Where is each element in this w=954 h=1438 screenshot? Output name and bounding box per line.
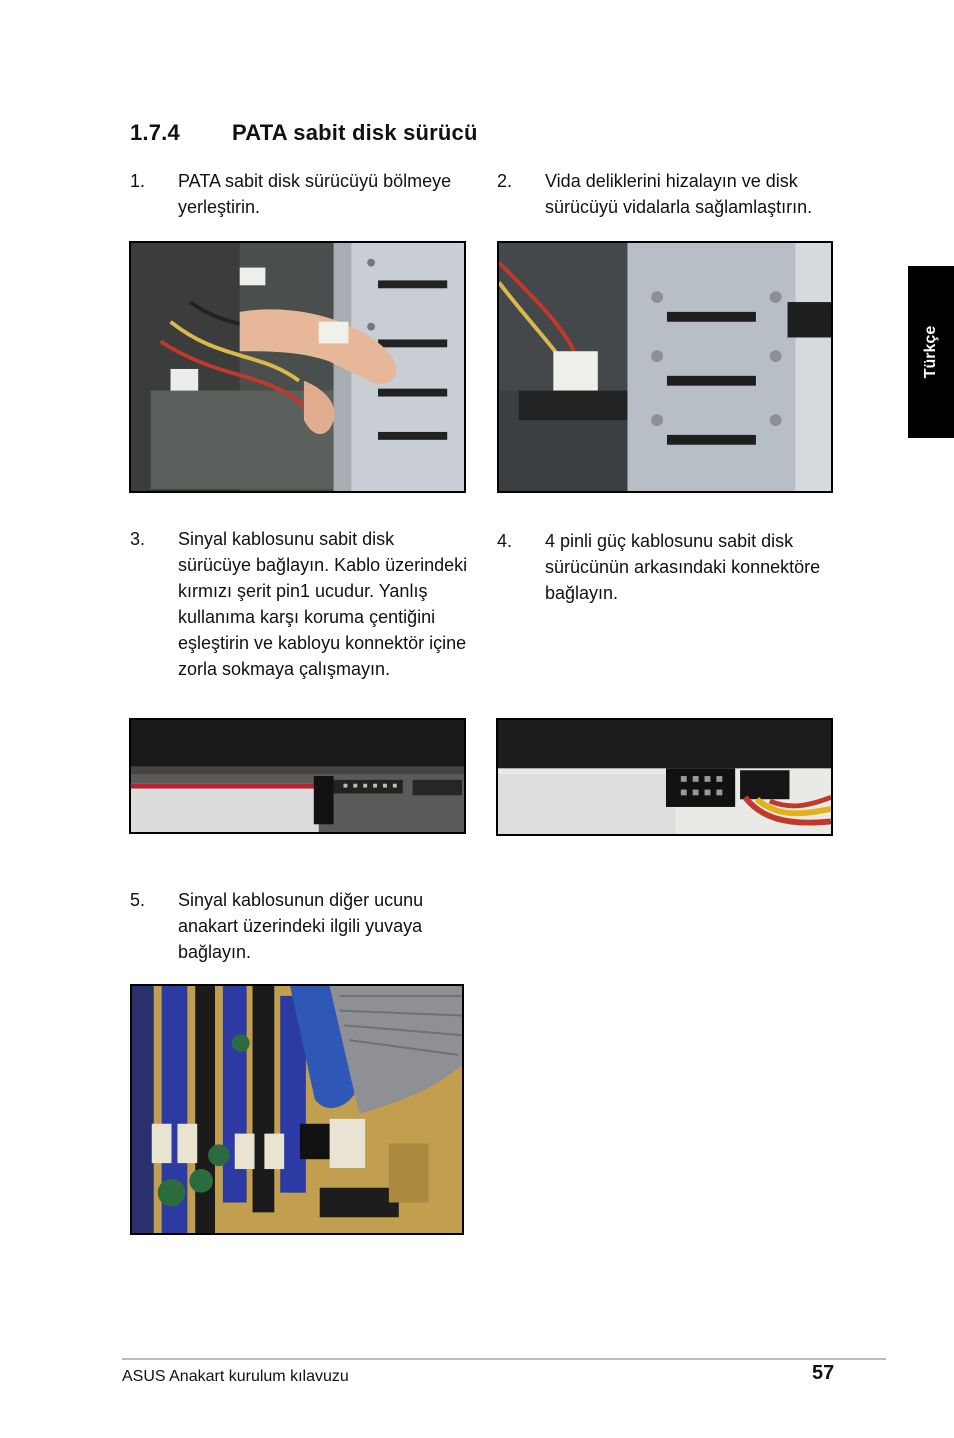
section-heading: PATA sabit disk sürücü [232, 120, 478, 145]
step-line: kullanıma karşı koruma çentiğini [178, 607, 436, 627]
photo-screw-drive [497, 241, 833, 493]
step-4 [497, 528, 877, 608]
language-tab-label: Türkçe [922, 325, 939, 379]
step-3 [130, 526, 495, 686]
step-number: 5. [130, 890, 146, 910]
step-line: sürücünün arkasındaki konnektöre [545, 557, 821, 577]
photo-signal-cable [129, 718, 466, 834]
photo-power-cable [496, 718, 833, 836]
step-line: eşleştirin ve kabloyu konnektör içine [178, 633, 467, 653]
language-tab [908, 266, 954, 438]
step-line: yerleştirin. [178, 197, 261, 217]
step-line: 4 pinli güç kablosunu sabit disk [545, 531, 794, 551]
footer-divider [122, 1358, 886, 1360]
step-line: kırmızı şerit pin1 ucudur. Yanlış [178, 581, 428, 601]
footer-title: ASUS Anakart kurulum kılavuzu [122, 1368, 349, 1385]
page-number: 57 [812, 1362, 835, 1384]
section-number: 1.7.4 [130, 120, 180, 145]
step-line: PATA sabit disk sürücüyü bölmeye [178, 171, 452, 191]
step-line: Sinyal kablosunun diğer ucunu [178, 890, 424, 910]
step-line: anakart üzerindeki ilgili yuvaya [178, 916, 423, 936]
step-line: bağlayın. [545, 583, 619, 603]
step-text [178, 168, 451, 220]
step-5 [130, 887, 495, 967]
step-text [178, 526, 467, 682]
photo-motherboard-connector [130, 984, 464, 1235]
step-line: sürücüyü vidalarla sağlamlaştırın. [545, 197, 813, 217]
section-title [130, 120, 478, 146]
step-text [545, 168, 812, 220]
step-text [178, 887, 423, 965]
step-1 [130, 168, 490, 224]
photo-insert-drive [129, 241, 466, 493]
step-line: Vida deliklerini hizalayın ve disk [545, 171, 798, 191]
step-number: 4. [497, 531, 513, 551]
step-line: zorla sokmaya çalışmayın. [178, 659, 391, 679]
step-number: 2. [497, 171, 513, 191]
step-number: 1. [130, 171, 146, 191]
step-line: sürücüye bağlayın. Kablo üzerindeki [178, 555, 468, 575]
step-text [545, 528, 820, 606]
step-2 [497, 168, 877, 224]
step-line: Sinyal kablosunu sabit disk [178, 529, 395, 549]
step-number: 3. [130, 529, 146, 549]
step-line: bağlayın. [178, 942, 252, 962]
